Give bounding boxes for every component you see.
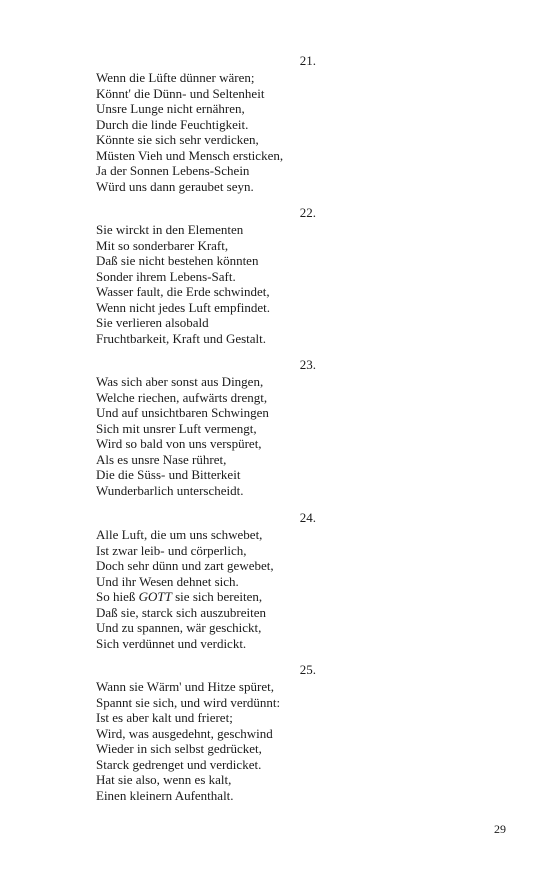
verse-line: Sonder ihrem Lebens-Saft.: [96, 268, 236, 284]
verse-line: Ist zwar leib- und cörperlich,: [96, 542, 247, 558]
stanza: [96, 662, 316, 803]
verse-line: Würd uns dann geraubet seyn.: [96, 178, 254, 194]
verse-line: Mit so sonderbarer Kraft,: [96, 237, 229, 253]
stanza: [96, 205, 316, 346]
verse-line: Sie verlieren alsobald: [96, 315, 209, 330]
verse-line: So hieß GOTT sie sich bereiten,: [96, 589, 263, 604]
verse-line: Die die Süss- und Bitterkeit: [96, 467, 241, 482]
verse-line: Daß sie, starck sich auszubreiten: [96, 604, 267, 620]
verse-line: Müsten Vieh und Mensch ersticken,: [96, 147, 284, 163]
verse-line: Einen kleinern Aufenthalt.: [96, 787, 234, 803]
verse-line: Wunderbarlich unterscheidt.: [96, 482, 244, 498]
verse-line: Spannt sie sich, und wird verdünnt:: [96, 694, 281, 710]
verse-line: Wann sie Wärm' und Hitze spüret,: [96, 679, 274, 694]
verse-line: Wenn die Lüfte dünner wären;: [96, 70, 255, 85]
stanza-number: 24.: [299, 510, 316, 525]
verse-line: Hat sie also, wenn es kalt,: [96, 772, 232, 787]
verse-line: Als es unsre Nase rühret,: [96, 451, 227, 467]
stanza-number: 21.: [299, 53, 316, 68]
verse-line: Und zu spannen, wär geschickt,: [96, 620, 262, 635]
verse-line: Wird, was ausgedehnt, geschwind: [96, 725, 273, 741]
emphasized-word: GOTT: [138, 589, 172, 604]
verse-line: Könnt' die Dünn- und Seltenheit: [96, 85, 265, 101]
verse-line: Alle Luft, die um uns schwebet,: [96, 527, 263, 542]
verse-line: Wird so bald von uns verspüret,: [96, 436, 262, 451]
verse-line: Sich verdünnet und verdickt.: [96, 635, 247, 651]
verse-line: Starck gedrenget und verdicket.: [96, 756, 262, 772]
verse-line: Und auf unsichtbaren Schwingen: [96, 405, 269, 420]
page-number: 29: [494, 822, 506, 836]
verse-line: Unsre Lunge nicht ernähren,: [96, 101, 245, 116]
stanza-number: 23.: [299, 357, 316, 372]
verse-line: Wieder in sich selbst gedrücket,: [96, 741, 262, 756]
stanza: [96, 53, 316, 194]
verse-line: Fruchtbarkeit, Kraft und Gestalt.: [96, 330, 267, 346]
stanza-number: 25.: [299, 662, 316, 677]
stanza-number: 22.: [299, 205, 316, 220]
verse-line: Und ihr Wesen dehnet sich.: [96, 573, 239, 589]
stanza: [96, 510, 316, 651]
verse-line: Wasser fault, die Erde schwindet,: [96, 284, 270, 299]
verse-line: Welche riechen, aufwärts drengt,: [96, 389, 268, 405]
verse-line: Wenn nicht jedes Luft empfindet.: [96, 299, 271, 315]
verse-line: Was sich aber sonst aus Dingen,: [96, 374, 264, 389]
verse-line: Sich mit unsrer Luft vermengt,: [96, 420, 257, 436]
verse-line: Ja der Sonnen Lebens-Schein: [96, 163, 250, 178]
verse-line: Ist es aber kalt und frieret;: [96, 710, 233, 725]
verse-line: Könnte sie sich sehr verdicken,: [96, 132, 259, 147]
stanza: [96, 357, 316, 498]
verse-line: Durch die linde Feuchtigkeit.: [96, 116, 249, 132]
verse-line: Sie wirckt in den Elementen: [96, 222, 244, 237]
verse-line: Doch sehr dünn und zart gewebet,: [96, 558, 274, 573]
verse-line: Daß sie nicht bestehen könnten: [96, 253, 259, 268]
